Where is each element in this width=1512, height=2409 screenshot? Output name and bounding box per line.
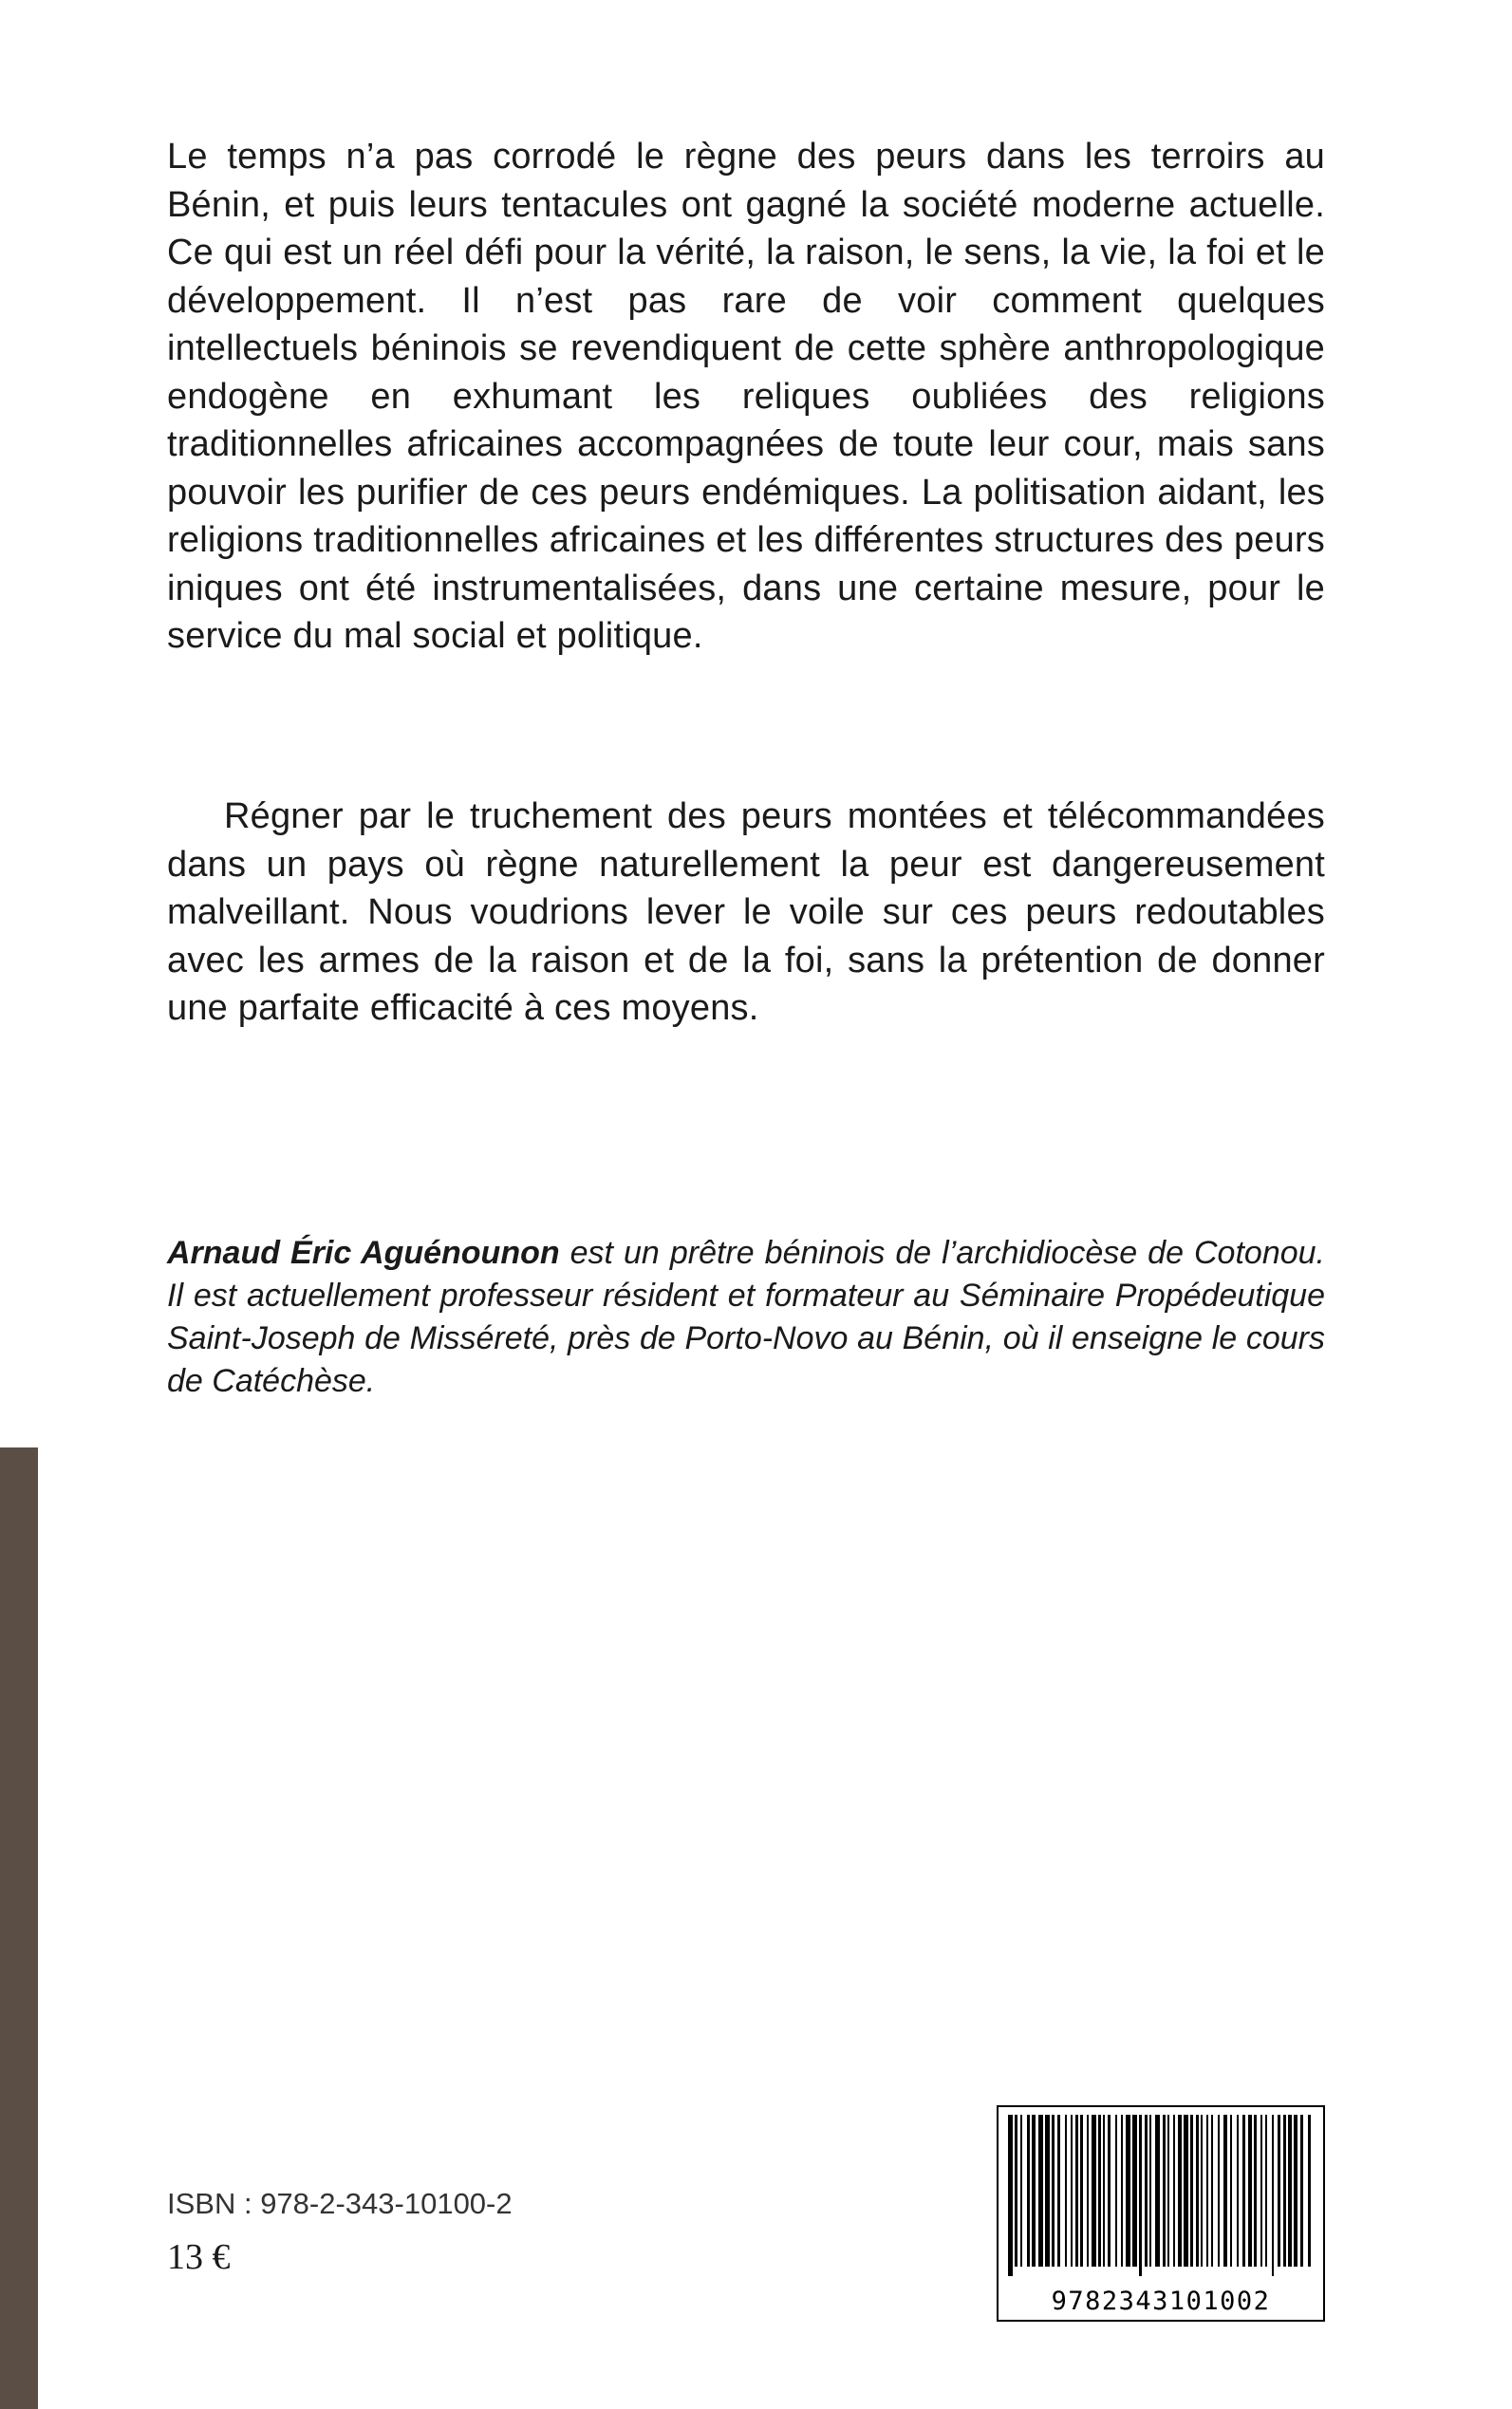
barcode-bar [1230, 2115, 1232, 2267]
barcode-bar [1008, 2115, 1013, 2276]
barcode-bar [1201, 2115, 1203, 2267]
barcode-bar [1218, 2115, 1220, 2267]
barcode-bar [1132, 2115, 1137, 2267]
barcode-bar [1167, 2115, 1169, 2267]
barcode-bar [1178, 2115, 1182, 2267]
barcode-bar [1173, 2115, 1175, 2267]
description-paragraph-1: Le temps n’a pas corrodé le règne des peurs dans les terroirs au Bénin, et puis leurs tentacules ont gagné la société moderne actuelle. Ce qui est un réel défi pour la vérité, la raison, le sens, la vie, la foi et le développement. Il n’est pas rare de voir comment quelques intellectuels béninois se revendiquent de cette sphère anthropologique endogène en exhumant les reliques oubliées des religions traditionnelles africaines accompagnées de toute leur cour, mais sans pouvoir les purifier de ces peurs endémiques. La politisation aidant, les religions traditionnelles africaines et les différentes structures des peurs iniques ont été instrumentalisées, dans une certaine mesure, pour le service du mal social et politique. [167, 137, 1325, 656]
barcode-bar [1155, 2115, 1160, 2267]
description-paragraph-2: Régner par le truchement des peurs montées et télécommandées dans un pays où règne naturellement la peur est dangereusement malveillant. Nous voudrions lever le voile sur ces peurs redoutables avec les armes de la raison et de la foi, sans la prétention de donner une parfaite efficacité à ces moyens. [167, 796, 1325, 1028]
author-name: Arnaud Éric Aguénounon [167, 1235, 560, 1271]
barcode-bar [1211, 2115, 1213, 2267]
barcode-bar [1196, 2115, 1199, 2267]
barcode-bar [1098, 2115, 1101, 2267]
price-label: 13 € [167, 2237, 231, 2277]
barcode-bar [1206, 2115, 1208, 2267]
barcode-bar [1248, 2115, 1252, 2267]
author-bio [167, 1232, 1325, 1403]
barcode-bar [1045, 2115, 1050, 2267]
isbn-label: ISBN : 978-2-343-10100-2 [167, 2187, 513, 2220]
barcode-bar [1020, 2115, 1022, 2267]
barcode-digits: 9782343101002 [1051, 2287, 1271, 2316]
barcode-bar [1032, 2115, 1036, 2267]
barcode-bar [1115, 2115, 1117, 2267]
barcode-bar [1038, 2115, 1043, 2267]
barcode-bar [1283, 2115, 1286, 2267]
barcode-bar [1080, 2115, 1083, 2267]
barcode-bar [1163, 2115, 1166, 2267]
barcode-bar [1278, 2115, 1280, 2267]
barcode-bar [1237, 2115, 1239, 2267]
barcode-bar [1288, 2115, 1292, 2267]
barcode-bar [1149, 2115, 1151, 2267]
barcode-bar [1294, 2115, 1297, 2267]
barcode [997, 2105, 1325, 2322]
barcode-bar [1121, 2115, 1123, 2267]
barcode-bars-icon [1004, 2115, 1317, 2276]
barcode-bar [1265, 2115, 1267, 2267]
barcode-bar [1057, 2115, 1060, 2267]
barcode-bar [1190, 2115, 1193, 2267]
barcode-bar [1065, 2115, 1067, 2267]
barcode-bar [1260, 2115, 1262, 2267]
barcode-bar [1108, 2115, 1111, 2267]
barcode-bar [1308, 2115, 1311, 2267]
barcode-bar [1071, 2115, 1073, 2267]
barcode-bar [1139, 2115, 1142, 2276]
side-color-band [0, 1447, 38, 2409]
barcode-bar [1242, 2115, 1245, 2267]
barcode-bar [1027, 2115, 1030, 2267]
barcode-bar [1145, 2115, 1148, 2267]
barcode-bar [1184, 2115, 1188, 2267]
author-bio-text: est un prêtre béninois de l’archidiocèse de Cotonou. Il est actuellement professeur résident et formateur au Séminaire Propédeutique Saint-Joseph de Misséreté, près de Porto-Novo au Bénin, où il enseigne le cours de Catéchèse. [167, 1235, 1325, 1399]
barcode-bar [1103, 2115, 1105, 2267]
barcode-bar [1087, 2115, 1089, 2267]
barcode-bar [1052, 2115, 1055, 2267]
barcode-bar [1015, 2115, 1017, 2267]
barcode-bar [1254, 2115, 1257, 2267]
barcode-bar [1092, 2115, 1096, 2267]
barcode-bar [1075, 2115, 1078, 2267]
barcode-bar [1272, 2115, 1274, 2276]
barcode-bar [1126, 2115, 1130, 2267]
barcode-bar [1223, 2115, 1227, 2267]
barcode-bar [1300, 2115, 1303, 2267]
